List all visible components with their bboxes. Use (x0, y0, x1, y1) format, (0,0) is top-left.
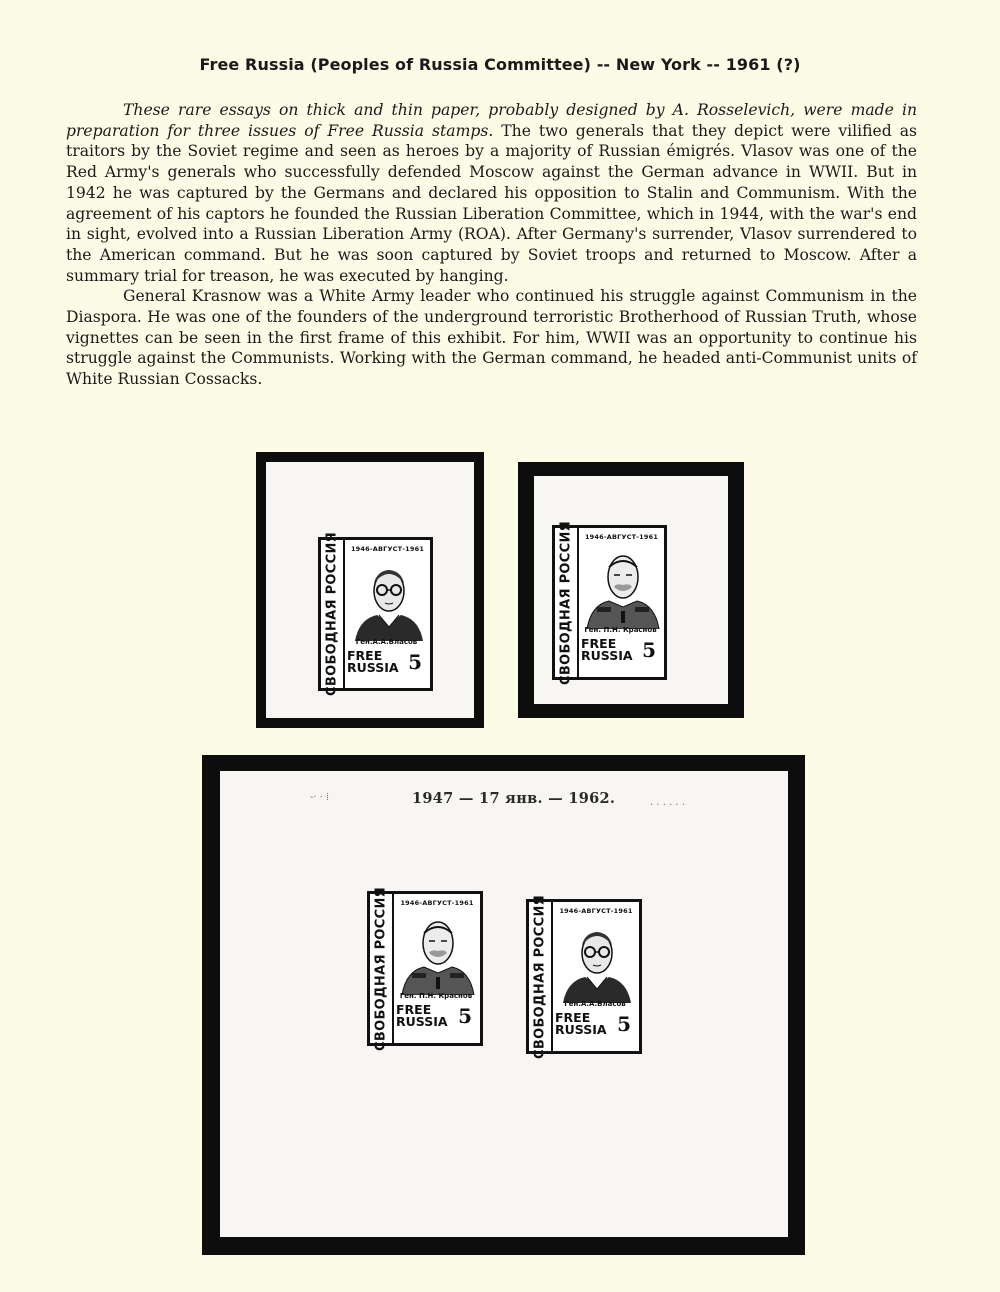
stamp-date-text: 1946-АВГУСТ-1961 (584, 533, 659, 541)
stamp-free-text: FREE (581, 636, 617, 651)
portrait-vlasov-icon (559, 919, 635, 1003)
paragraph-2: General Krasnow was a White Army leader who continued his struggle against Communism in the Diaspora. He was one of the founders of the underground terroristic Brotherhood of Russian Truth, whose vignettes can be seen in the first frame of this exhibit. For him, WWII was an opportunity to continue his struggle against the Communists. Working with the German command, he headed anti-Communist units of White Russian Cossacks. (66, 287, 917, 389)
paragraph-1-rest: The two generals that they depict were vilified as traitors by the Soviet regime and seen as heroes by a majority of Russian émigrés. Vlasov was one of the Red Army's generals who successfully defended Moscow against the German advance in WWII. But in 1942 he was captured by the Germans and declared his opposition to Stalin and Communism. With the agreement of his captors he founded the Russian Liberation Committee, which in 1944, with the war's end in sight, evolved into a Russian Liberation Army (ROA). After Germany's surrender, Vlasov surrendered to the American command. But he was soon captured by Soviet troops and returned to Moscow. After a summary trial for treason, he was executed by hanging. (66, 121, 917, 285)
stamp-vertical-label: СВОБОДНАЯ РОССИЯ (370, 894, 394, 1043)
stamp-russia-text: RUSSIA (581, 648, 633, 663)
stamp-name-text: Ген.А.А.Власов (355, 638, 418, 646)
stamp-krasnov (552, 520, 667, 685)
postmark-text: 1947 — 17 янв. — 1962. (412, 790, 616, 807)
stamp-value: 5 (458, 1004, 472, 1028)
stamp-name-text: Ген. П.Н. Краснов (584, 626, 657, 634)
stamp-value: 5 (617, 1012, 631, 1036)
stamp-free-text: FREE (396, 1002, 432, 1017)
stamp-krasnov-pair (367, 886, 483, 1051)
portrait-vlasov-icon (351, 557, 427, 641)
description-text (66, 100, 917, 390)
stamp-name-text: Ген.А.А.Власов (564, 1000, 626, 1008)
portrait-krasnov-icon (400, 911, 476, 995)
stamp-value: 5 (408, 650, 422, 674)
stamp-date-text: 1946-АВГУСТ-1961 (350, 545, 425, 553)
stamp-date-text: 1946-АВГУСТ-1961 (559, 907, 633, 915)
paper-specks: -· · ⁞ (310, 792, 329, 803)
paper-specks: · · · · · · (650, 800, 685, 811)
stamp-russia-text: RUSSIA (555, 1022, 607, 1037)
stamp-value: 5 (642, 638, 656, 662)
intro-italic: These rare essays on thick and thin paper, probably designed by A. Rosselevich, were made in preparation for three issues of Free Russia stamps. (66, 101, 917, 140)
stamp-free-text: FREE (555, 1010, 591, 1025)
stamp-free-text: FREE (347, 648, 383, 663)
essay-paper (220, 771, 788, 1237)
stamp-vertical-label: СВОБОДНАЯ РОССИЯ (321, 540, 345, 688)
portrait-krasnov-icon (585, 545, 661, 629)
stamp-vertical-label: СВОБОДНАЯ РОССИЯ (529, 902, 553, 1051)
stamp-name-text: Ген. П.Н. Краснов (399, 992, 473, 1000)
stamp-vertical-label: СВОБОДНАЯ РОССИЯ (555, 528, 579, 677)
stamp-vlasov-pair (526, 894, 642, 1059)
essay-frame-pair (202, 755, 805, 1255)
paragraph-1 (66, 100, 917, 286)
stamp-russia-text: RUSSIA (347, 660, 399, 675)
stamp-russia-text: RUSSIA (396, 1014, 448, 1029)
stamp-date-text: 1946-АВГУСТ-1961 (400, 899, 474, 907)
stamp-vlasov (318, 532, 433, 696)
page-title: Free Russia (Peoples of Russia Committee) -- New York -- 1961 (?) (199, 55, 801, 74)
